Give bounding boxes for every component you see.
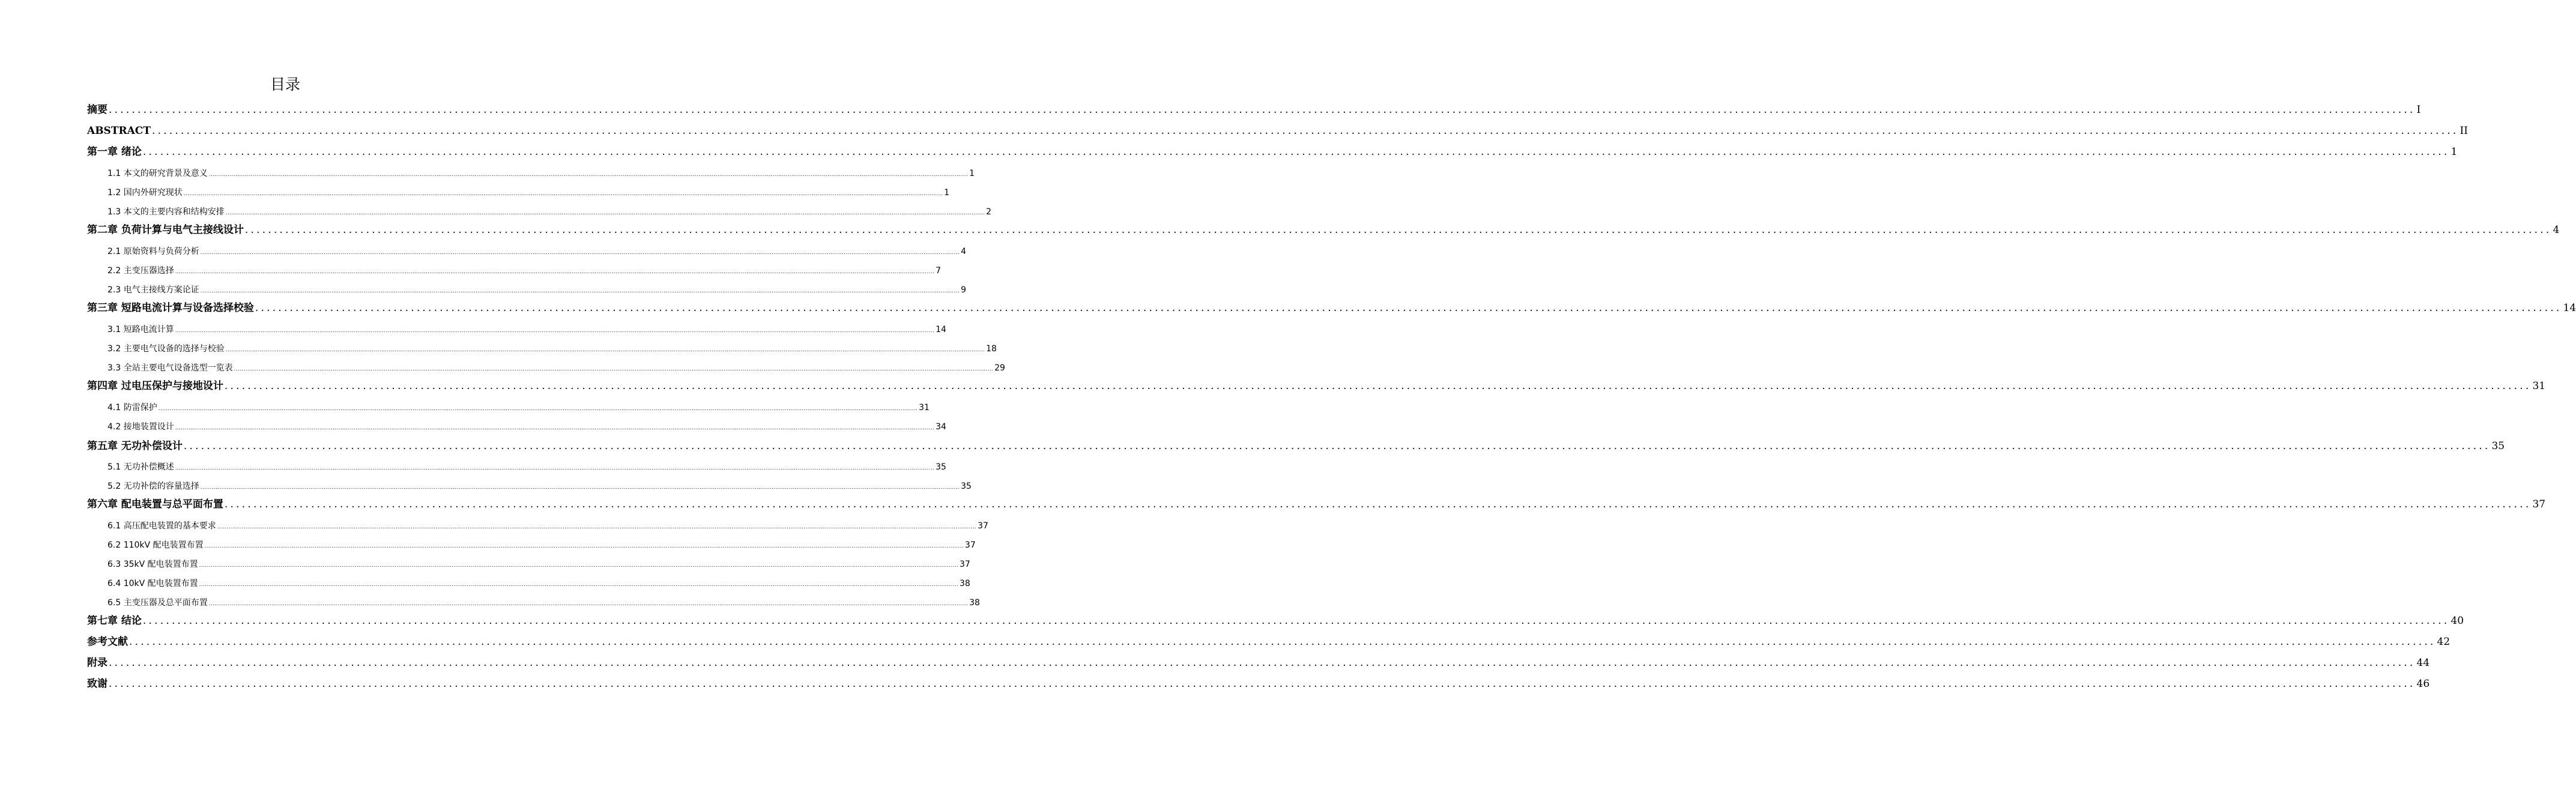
- toc-chapter-entry[interactable]: [87, 101, 2421, 116]
- toc-entry-label: 5.2 无功补偿的容量选择: [107, 482, 199, 491]
- toc-dot-leader: ................................................................................................................................................................................................................................................................................................................................................................................................................: [142, 615, 2450, 627]
- toc-section-entry[interactable]: [107, 244, 966, 256]
- toc-entry-label: 6.4 10kV 配电装置布置: [107, 579, 198, 588]
- toc-chapter-entry[interactable]: [87, 143, 2458, 158]
- toc-page-number: 35: [961, 482, 972, 491]
- toc-page-number: 1: [969, 169, 975, 178]
- toc-entry-label: 6.5 主变压器及总平面布置: [107, 598, 208, 608]
- toc-entry-label: 6.1 高压配电装置的基本要求: [107, 521, 216, 531]
- toc-dot-leader: ................................................................................................................................................................................................................................................................................................................................................................................................................: [200, 485, 960, 491]
- toc-entry-label: 第一章 绪论: [87, 146, 142, 158]
- toc-dot-leader: ................................................................................................................................................................................................................................................................................................................................................................................................................: [244, 224, 2552, 236]
- toc-chapter-entry[interactable]: [87, 495, 2546, 510]
- toc-dot-leader: ................................................................................................................................................................................................................................................................................................................................................................................................................: [199, 563, 959, 569]
- toc-dot-leader: ................................................................................................................................................................................................................................................................................................................................................................................................................: [109, 104, 2416, 116]
- toc-entry-label: 3.2 主要电气设备的选择与校验: [107, 344, 225, 354]
- toc-page-number: 7: [936, 266, 941, 276]
- toc-entry-label: ABSTRACT: [87, 125, 151, 137]
- toc-section-entry[interactable]: [107, 537, 976, 550]
- toc-page-number: 29: [994, 363, 1005, 373]
- toc-section-entry[interactable]: [107, 595, 980, 608]
- toc-dot-leader: ................................................................................................................................................................................................................................................................................................................................................................................................................: [208, 601, 969, 607]
- toc-dot-leader: ................................................................................................................................................................................................................................................................................................................................................................................................................: [255, 302, 2562, 314]
- toc-dot-leader: ................................................................................................................................................................................................................................................................................................................................................................................................................: [183, 191, 943, 197]
- toc-dot-leader: ................................................................................................................................................................................................................................................................................................................................................................................................................: [224, 380, 2532, 392]
- toc-section-entry[interactable]: [107, 419, 946, 432]
- toc-dot-leader: ................................................................................................................................................................................................................................................................................................................................................................................................................: [175, 328, 935, 334]
- toc-entry-label: 参考文献: [87, 636, 128, 648]
- toc-entry-label: 1.2 国内外研究现状: [107, 188, 183, 198]
- toc-section-entry[interactable]: [107, 576, 970, 588]
- toc-page-number: 1: [2451, 146, 2458, 158]
- toc-section-entry[interactable]: [107, 518, 988, 531]
- toc-dot-leader: ................................................................................................................................................................................................................................................................................................................................................................................................................: [175, 465, 935, 471]
- toc-section-entry[interactable]: [107, 459, 946, 472]
- toc-page-number: 18: [986, 344, 997, 354]
- toc-section-entry[interactable]: [107, 166, 975, 178]
- toc-entry-label: 5.1 无功补偿概述: [107, 462, 174, 472]
- toc-dot-leader: ................................................................................................................................................................................................................................................................................................................................................................................................................: [204, 543, 964, 549]
- toc-page-number: 46: [2416, 678, 2430, 690]
- toc-page-number: 9: [961, 285, 966, 295]
- toc-dot-leader: ................................................................................................................................................................................................................................................................................................................................................................................................................: [208, 172, 969, 178]
- toc-page-number: 14: [936, 325, 946, 334]
- toc-page-number: I: [2416, 104, 2421, 116]
- toc-page-number: 31: [919, 403, 930, 413]
- toc-dot-leader: ................................................................................................................................................................................................................................................................................................................................................................................................................: [158, 406, 918, 412]
- toc-entry-label: 摘要: [87, 104, 107, 116]
- toc-page-number: 35: [2491, 440, 2505, 452]
- toc-section-entry[interactable]: [107, 341, 997, 354]
- toc-page-number: 38: [969, 598, 980, 608]
- toc-entry-label: 致谢: [87, 678, 107, 690]
- toc-dot-leader: ................................................................................................................................................................................................................................................................................................................................................................................................................: [217, 524, 977, 530]
- toc-page-number: 37: [2532, 498, 2546, 510]
- toc-section-entry[interactable]: [107, 263, 941, 276]
- toc-dot-leader: ................................................................................................................................................................................................................................................................................................................................................................................................................: [225, 347, 985, 353]
- toc-entry-label: 1.1 本文的研究背景及意义: [107, 169, 208, 178]
- toc-entry-label: 附录: [87, 657, 107, 669]
- toc-page-number: 38: [960, 579, 970, 588]
- toc-chapter-entry[interactable]: [87, 221, 2560, 236]
- toc-entry-label: 2.2 主变压器选择: [107, 266, 174, 276]
- toc-entry-label: 4.1 防雷保护: [107, 403, 157, 413]
- toc-entry-label: 2.3 电气主接线方案论证: [107, 285, 199, 295]
- toc-section-entry[interactable]: [107, 185, 949, 198]
- toc-page-number: 4: [961, 247, 966, 256]
- toc-dot-leader: ................................................................................................................................................................................................................................................................................................................................................................................................................: [142, 146, 2450, 158]
- toc-section-entry[interactable]: [107, 204, 991, 217]
- toc-page-number: 14: [2563, 302, 2576, 314]
- toc-chapter-entry[interactable]: [87, 122, 2468, 137]
- toc-dot-leader: ................................................................................................................................................................................................................................................................................................................................................................................................................: [109, 678, 2416, 690]
- toc-dot-leader: ................................................................................................................................................................................................................................................................................................................................................................................................................: [175, 425, 935, 431]
- toc-entry-label: 6.2 110kV 配电装置布置: [107, 540, 204, 550]
- toc-page-number: 4: [2553, 224, 2560, 236]
- toc-page-number: 44: [2416, 657, 2430, 669]
- toc-chapter-entry[interactable]: [87, 612, 2464, 627]
- toc-page-number: 34: [936, 422, 946, 432]
- toc-section-entry[interactable]: [107, 557, 970, 569]
- toc-entry-label: 第二章 负荷计算与电气主接线设计: [87, 224, 244, 236]
- toc-page-number: 1: [944, 188, 949, 198]
- toc-chapter-entry[interactable]: [87, 437, 2505, 452]
- toc-entry-label: 第三章 短路电流计算与设备选择校验: [87, 302, 254, 314]
- toc-dot-leader: ................................................................................................................................................................................................................................................................................................................................................................................................................: [200, 250, 960, 256]
- toc-entry-label: 1.3 本文的主要内容和结构安排: [107, 207, 225, 217]
- toc-page-number: II: [2460, 125, 2468, 137]
- toc-chapter-entry[interactable]: [87, 654, 2430, 669]
- toc-dot-leader: ................................................................................................................................................................................................................................................................................................................................................................................................................: [129, 636, 2436, 648]
- toc-entry-label: 第七章 结论: [87, 615, 142, 627]
- toc-section-entry[interactable]: [107, 400, 930, 413]
- toc-dot-leader: ................................................................................................................................................................................................................................................................................................................................................................................................................: [225, 210, 985, 216]
- toc-page-number: 40: [2451, 615, 2464, 627]
- toc-dot-leader: ................................................................................................................................................................................................................................................................................................................................................................................................................: [151, 125, 2459, 137]
- toc-section-entry[interactable]: [107, 322, 946, 334]
- toc-entry-label: 3.3 全站主要电气设备选型一览表: [107, 363, 233, 373]
- toc-entry-label: 第四章 过电压保护与接地设计: [87, 380, 223, 392]
- toc-dot-leader: ................................................................................................................................................................................................................................................................................................................................................................................................................: [109, 657, 2416, 669]
- toc-chapter-entry[interactable]: [87, 675, 2430, 690]
- toc-section-entry[interactable]: [107, 282, 966, 295]
- toc-chapter-entry[interactable]: [87, 633, 2451, 648]
- toc-entry-label: 2.1 原始资料与负荷分析: [107, 247, 199, 256]
- toc-entry-label: 3.1 短路电流计算: [107, 325, 174, 334]
- toc-section-entry[interactable]: [107, 360, 1005, 373]
- toc-page-number: 2: [986, 207, 991, 217]
- toc-chapter-entry[interactable]: [87, 377, 2546, 392]
- toc-page-number: 31: [2532, 380, 2546, 392]
- toc-entry-label: 6.3 35kV 配电装置布置: [107, 560, 198, 569]
- toc-dot-leader: ................................................................................................................................................................................................................................................................................................................................................................................................................: [234, 366, 994, 372]
- toc-entry-label: 4.2 接地装置设计: [107, 422, 174, 432]
- toc-page-number: 37: [960, 560, 970, 569]
- toc-page-number: 35: [936, 462, 946, 472]
- toc-dot-leader: ................................................................................................................................................................................................................................................................................................................................................................................................................: [199, 582, 959, 588]
- toc-dot-leader: ................................................................................................................................................................................................................................................................................................................................................................................................................: [183, 440, 2491, 452]
- toc-section-entry[interactable]: [107, 479, 972, 491]
- toc-dot-leader: ................................................................................................................................................................................................................................................................................................................................................................................................................: [175, 269, 935, 275]
- toc-chapter-entry[interactable]: [87, 299, 2576, 314]
- toc-dot-leader: ................................................................................................................................................................................................................................................................................................................................................................................................................: [200, 288, 960, 294]
- toc-entry-label: 第六章 配电装置与总平面布置: [87, 498, 223, 510]
- toc-page-number: 42: [2437, 636, 2451, 648]
- toc-entry-label: 第五章 无功补偿设计: [87, 440, 183, 452]
- toc-dot-leader: ................................................................................................................................................................................................................................................................................................................................................................................................................: [224, 498, 2532, 510]
- toc-title: 目录: [270, 76, 300, 93]
- toc-page-number: 37: [978, 521, 988, 531]
- toc-page-number: 37: [964, 540, 976, 550]
